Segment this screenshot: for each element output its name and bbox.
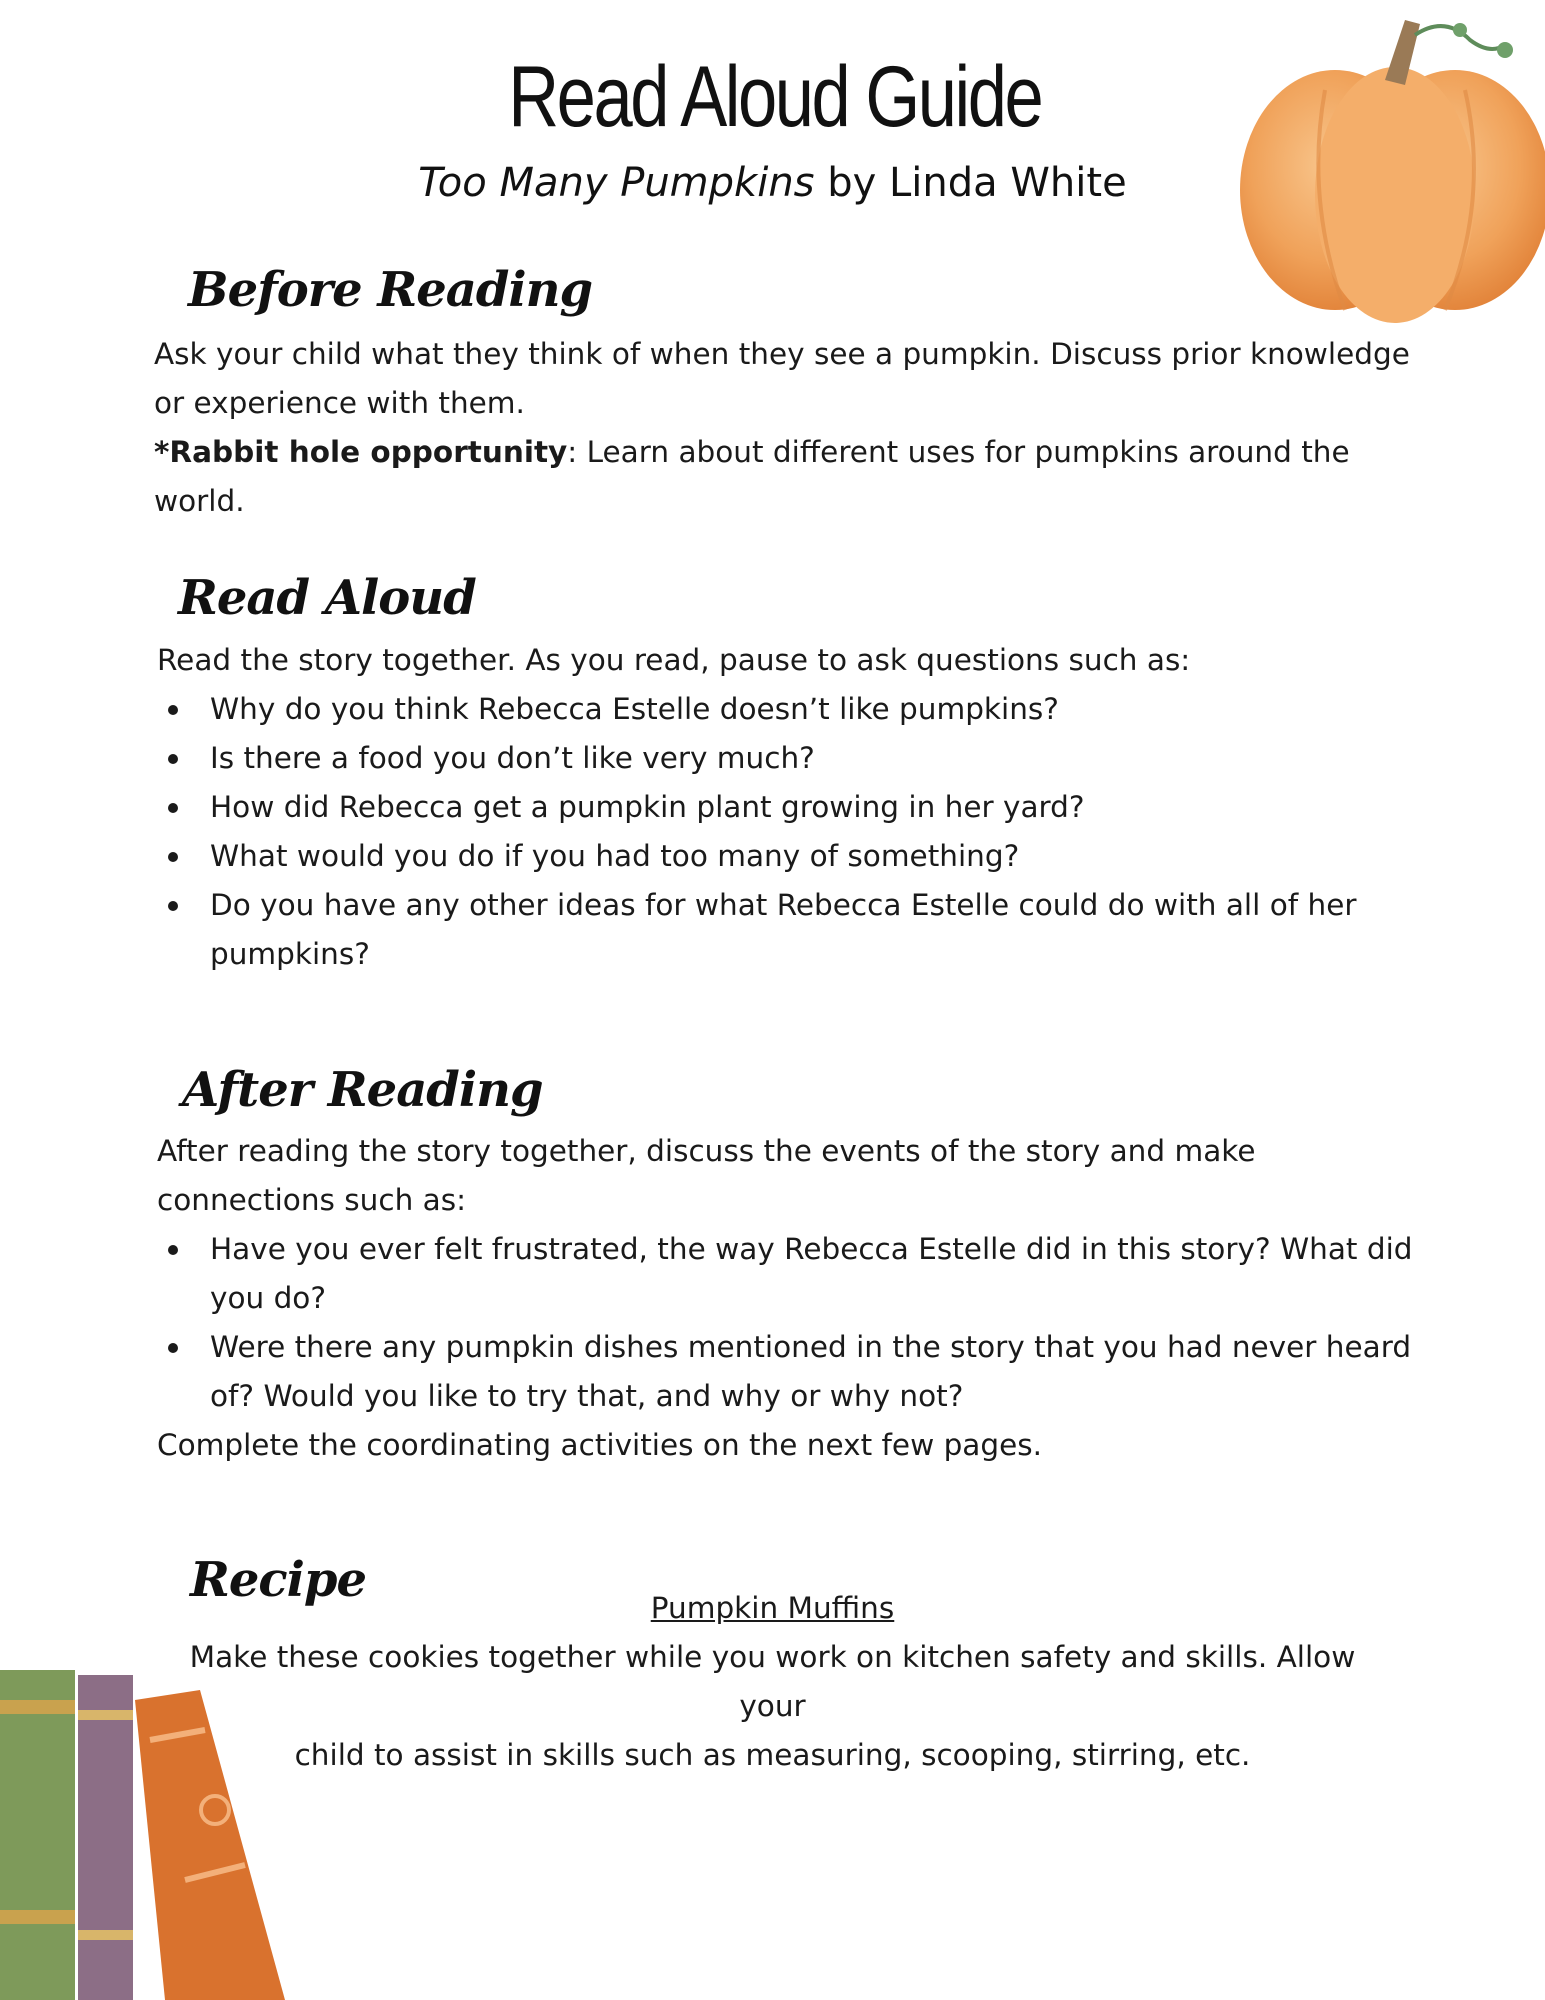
- bullet-icon: [168, 754, 178, 764]
- recipe-text: [160, 1633, 1385, 1780]
- before-reading-text: [154, 330, 1414, 526]
- bullet-icon: [168, 852, 178, 862]
- list-item: Is there a food you don’t like very much?: [158, 734, 1408, 783]
- after-reading-intro-line-1: After reading the story together, discuss the events of the story and make: [157, 1134, 1256, 1168]
- bullet-icon: [168, 1245, 178, 1255]
- list-item: Do you have any other ideas for what Rebecca Estelle could do with all of her pumpkins?: [158, 881, 1408, 979]
- rabbit-hole-line-2: world.: [154, 484, 245, 518]
- recipe-line-1: Make these cookies together while you work on kitchen safety and skills. Allow your: [189, 1640, 1356, 1723]
- read-aloud-questions: [158, 685, 1408, 979]
- recipe-line-2: child to assist in skills such as measuring, scooping, stirring, etc.: [294, 1738, 1251, 1772]
- bullet-icon: [168, 705, 178, 715]
- list-item: Why do you think Rebecca Estelle doesn’t like pumpkins?: [158, 685, 1408, 734]
- list-item: Were there any pumpkin dishes mentioned in the story that you had never heard of? Would you like to try that, and why or why not?: [158, 1323, 1418, 1421]
- page-subtitle: [0, 160, 1545, 206]
- list-item: How did Rebecca get a pumpkin plant growing in her yard?: [158, 783, 1408, 832]
- list-item: Have you ever felt frustrated, the way Rebecca Estelle did in this story? What did you do?: [158, 1225, 1418, 1323]
- book-author: by Linda White: [814, 160, 1127, 206]
- read-aloud-heading: Read Aloud: [178, 570, 476, 626]
- bullet-icon: [168, 901, 178, 911]
- before-reading-line-2: or experience with them.: [154, 386, 525, 420]
- before-reading-heading: Before Reading: [188, 262, 593, 318]
- after-reading-heading: After Reading: [182, 1062, 543, 1118]
- recipe-heading: Recipe: [190, 1552, 366, 1608]
- rabbit-hole-text: : Learn about different uses for pumpkins around the: [567, 435, 1350, 469]
- before-reading-line-1: Ask your child what they think of when they see a pumpkin. Discuss prior knowledge: [154, 337, 1410, 371]
- bullet-icon: [168, 803, 178, 813]
- rabbit-hole-line-1: [154, 428, 1414, 477]
- after-reading-intro: [157, 1127, 1417, 1225]
- bullet-icon: [168, 1343, 178, 1353]
- after-reading-questions: [158, 1225, 1418, 1421]
- after-reading-closing: Complete the coordinating activities on the next few pages.: [157, 1428, 1042, 1462]
- books-illustration: [0, 1660, 300, 2000]
- page-title: Read Aloud Guide: [508, 49, 1042, 145]
- list-item: What would you do if you had too many of something?: [158, 832, 1408, 881]
- recipe-link[interactable]: Pumpkin Muffins: [650, 1591, 895, 1625]
- after-reading-intro-line-2: connections such as:: [157, 1183, 467, 1217]
- read-aloud-intro: Read the story together. As you read, pause to ask questions such as:: [157, 643, 1191, 677]
- book-title: Too Many Pumpkins: [418, 160, 815, 206]
- rabbit-hole-label: *Rabbit hole opportunity: [154, 435, 568, 469]
